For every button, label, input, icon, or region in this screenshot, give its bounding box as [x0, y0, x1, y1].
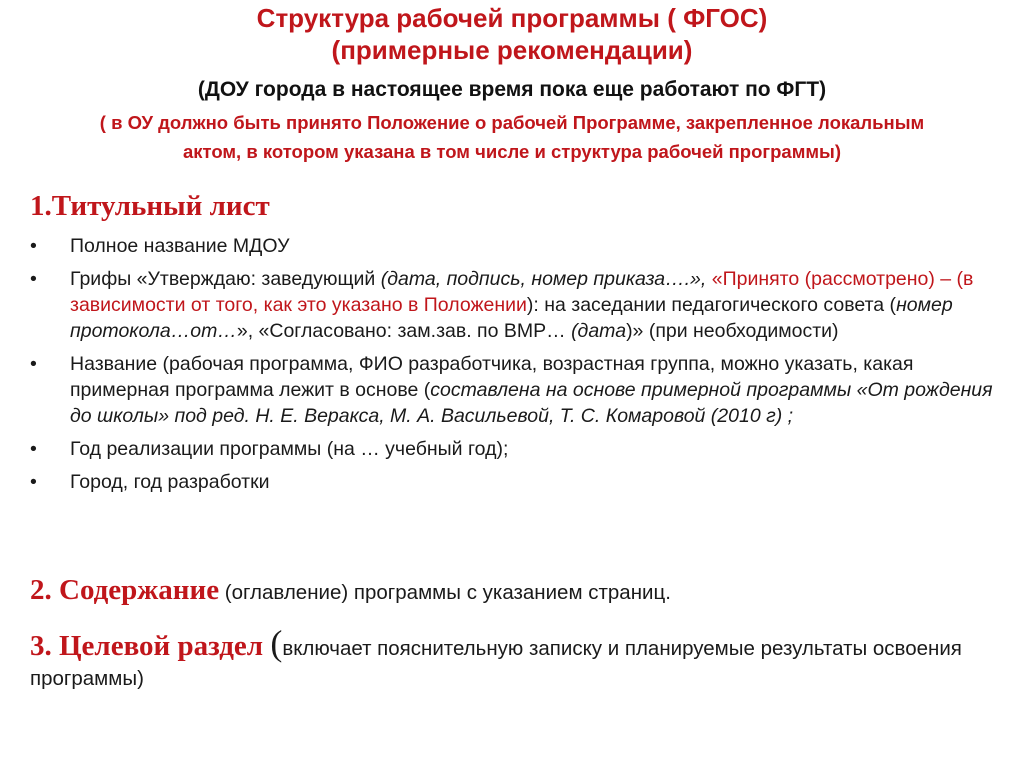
ou-note: ( в ОУ должно быть принято Положение о рабочей Программе, закрепленное локальным актом, в котором указана в том числе и структура рабочей программы): [99, 112, 925, 162]
bullet: •: [30, 235, 37, 257]
text-part-red: «Принято (рассмотрено) – (в зависимости от того, как это указано в Положении: [70, 268, 974, 316]
text-part-italic: (дата, подпись, номер приказа….»,: [380, 268, 712, 290]
list-item: [30, 436, 1000, 462]
section-target: [30, 623, 1000, 694]
dou-note: (ДОУ города в настоящее время пока еще работают по ФГТ): [197, 78, 827, 101]
section-contents-title: 2. Содержание: [30, 574, 220, 606]
section-contents: [30, 574, 1000, 609]
text-part-italic: составлена на основе примерной программы «От рождения до школы» под ред. Н. Е. Веракса, М. А. Васильевой, Т. С. Комаровой (2010 г) ;: [70, 379, 993, 427]
text-part: Название (рабочая программа, ФИО разработчика, возрастная группа, можно указать, какая примерная программа лежит в основе (: [70, 353, 914, 401]
bullet: •: [30, 353, 37, 375]
text-part: ): на заседании педагогического совета (: [526, 294, 897, 316]
section-target-title: 3. Целевой раздел: [30, 630, 271, 662]
title-page-list: [30, 233, 1000, 502]
bullet: •: [30, 471, 37, 493]
text-part: », «Согласовано: зам.зав. по ВМР…: [236, 320, 572, 342]
slide-title: Структура рабочей программы ( ФГОС): [256, 3, 768, 33]
text-part: )» (при необходимости): [626, 320, 839, 342]
list-item-text: Полное название МДОУ: [70, 235, 290, 257]
list-item: [30, 351, 1000, 429]
text-part-italic: (дата: [571, 320, 627, 342]
slide-header: [40, 0, 984, 166]
section-target-text: включает пояснительную записку и планируемые результаты освоения программы): [30, 637, 962, 690]
list-item: [30, 266, 1000, 344]
bullet: •: [30, 438, 37, 460]
section-title-page: 1.Титульный лист: [30, 190, 270, 222]
text-part-italic: номер протокола…от…: [70, 294, 953, 342]
list-item-text: Город, год разработки: [70, 471, 270, 493]
list-item: [30, 233, 1000, 259]
text-part: Грифы «Утверждаю: заведующий: [70, 268, 381, 290]
list-item-text: Год реализации программы (на … учебный год);: [70, 438, 509, 460]
slide-subtitle: (примерные рекомендации): [331, 35, 693, 65]
list-item: [30, 469, 1000, 495]
open-paren: (: [270, 623, 283, 663]
section-contents-text: (оглавление) программы с указанием страниц.: [219, 581, 671, 604]
bullet: •: [30, 268, 37, 290]
